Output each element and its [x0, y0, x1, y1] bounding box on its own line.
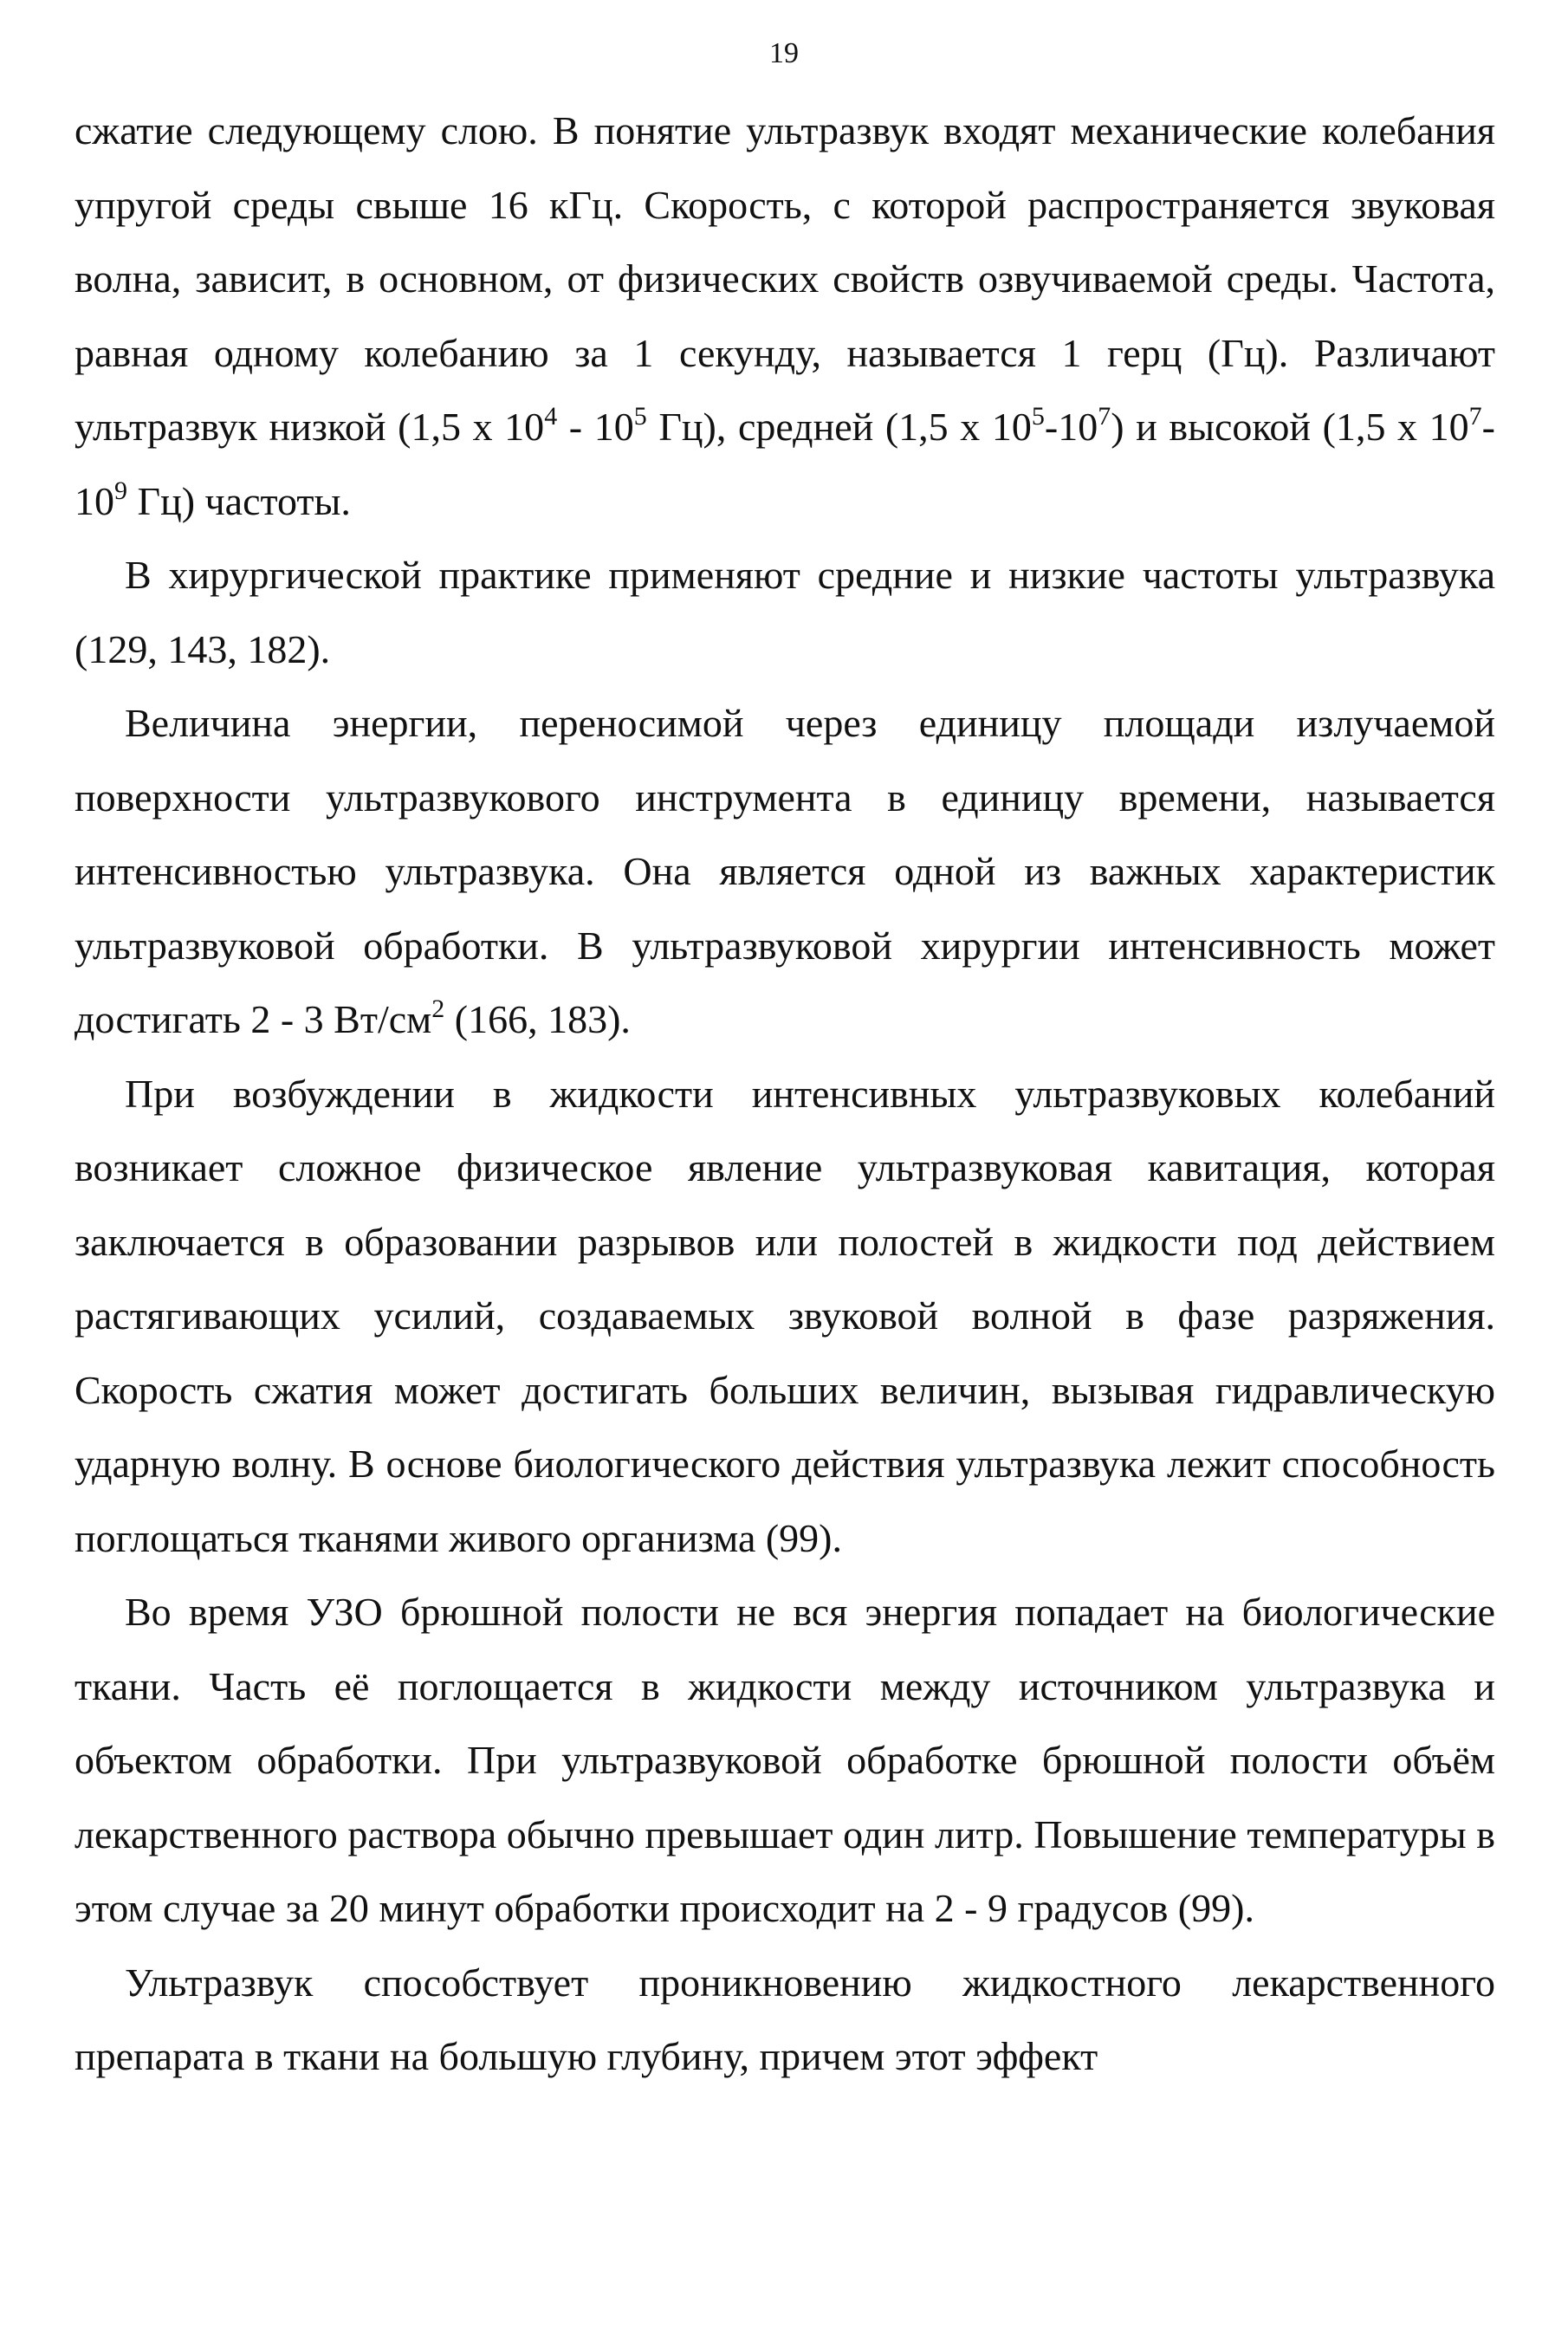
text-run: Величина энергии, переносимой через единицу площади излучаемой поверхности ультразвукового инструмента в единицу времени, называется интенсивностью ультразвука. Она является одной из важных характеристик ультразвуковой обработки. В ультразвуковой хирургии интенсивность может достигать 2 - 3 Вт/см	[75, 701, 1495, 1041]
text-run: - 10	[557, 405, 634, 449]
text-run: (166, 183).	[444, 997, 631, 1041]
text-run: сжатие следующему слою. В понятие ультразвук входят механические колебания упругой среды свыше 16 кГц. Скорость, с которой распространяется звуковая волна, зависит, в основном, от физических свойств озвучиваемой среды. Частота, равная одному колебанию за 1 секунду, называется 1 герц (Гц). Различают ультразвук низкой (1,5 х 10	[75, 108, 1495, 449]
paragraph-2	[75, 538, 1495, 686]
superscript: 7	[1468, 402, 1482, 431]
page-number: 19	[769, 37, 799, 69]
superscript: 5	[1031, 402, 1045, 431]
superscript: 7	[1098, 402, 1111, 431]
paragraph-4	[75, 1057, 1495, 1576]
text-run: Ультразвук способствует проникновению жидкостного лекарственного препарата в ткани на большую глубину, причем этот эффект	[75, 1960, 1495, 2078]
text-run: Гц), средней (1,5 х 10	[646, 405, 1032, 449]
text-run: Гц) частоты.	[127, 478, 351, 523]
text-run: Во время УЗО брюшной полости не вся энергия попадает на биологические ткани. Часть её поглощается в жидкости между источником ультразвука и объектом обработки. При ультразвуковой обработке брюшной полости объём лекарственного раствора обычно превышает один литр. Повышение температуры в этом случае за 20 минут обработки происходит на 2 - 9 градусов (99).	[75, 1590, 1495, 1930]
paragraph-6	[75, 1946, 1495, 2094]
superscript: 5	[633, 402, 647, 431]
text-run: В хирургической практике применяют средние и низкие частоты ультразвука (129, 143, 182).	[75, 553, 1495, 671]
text-run: -10	[75, 405, 1495, 523]
superscript: 4	[544, 402, 558, 431]
text-run: -10	[1044, 405, 1098, 449]
paragraph-1	[75, 94, 1495, 538]
superscript: 9	[114, 476, 127, 505]
text-run: При возбуждении в жидкости интенсивных ультразвуковых колебаний возникает сложное физическое явление ультразвуковая кавитация, которая заключается в образовании разрывов или полостей в жидкости под действием растягивающих усилий, создаваемых звуковой волной в фазе разряжения. Скорость сжатия может достигать больших величин, вызывая гидравлическую ударную волну. В основе биологического действия ультразвука лежит способность поглощаться тканями живого организма (99).	[75, 1071, 1495, 1560]
superscript: 2	[431, 995, 445, 1023]
paragraph-3	[75, 686, 1495, 1057]
body-text	[75, 94, 1495, 2094]
text-run: ) и высокой (1,5 х 10	[1111, 405, 1469, 449]
paragraph-5	[75, 1575, 1495, 1946]
